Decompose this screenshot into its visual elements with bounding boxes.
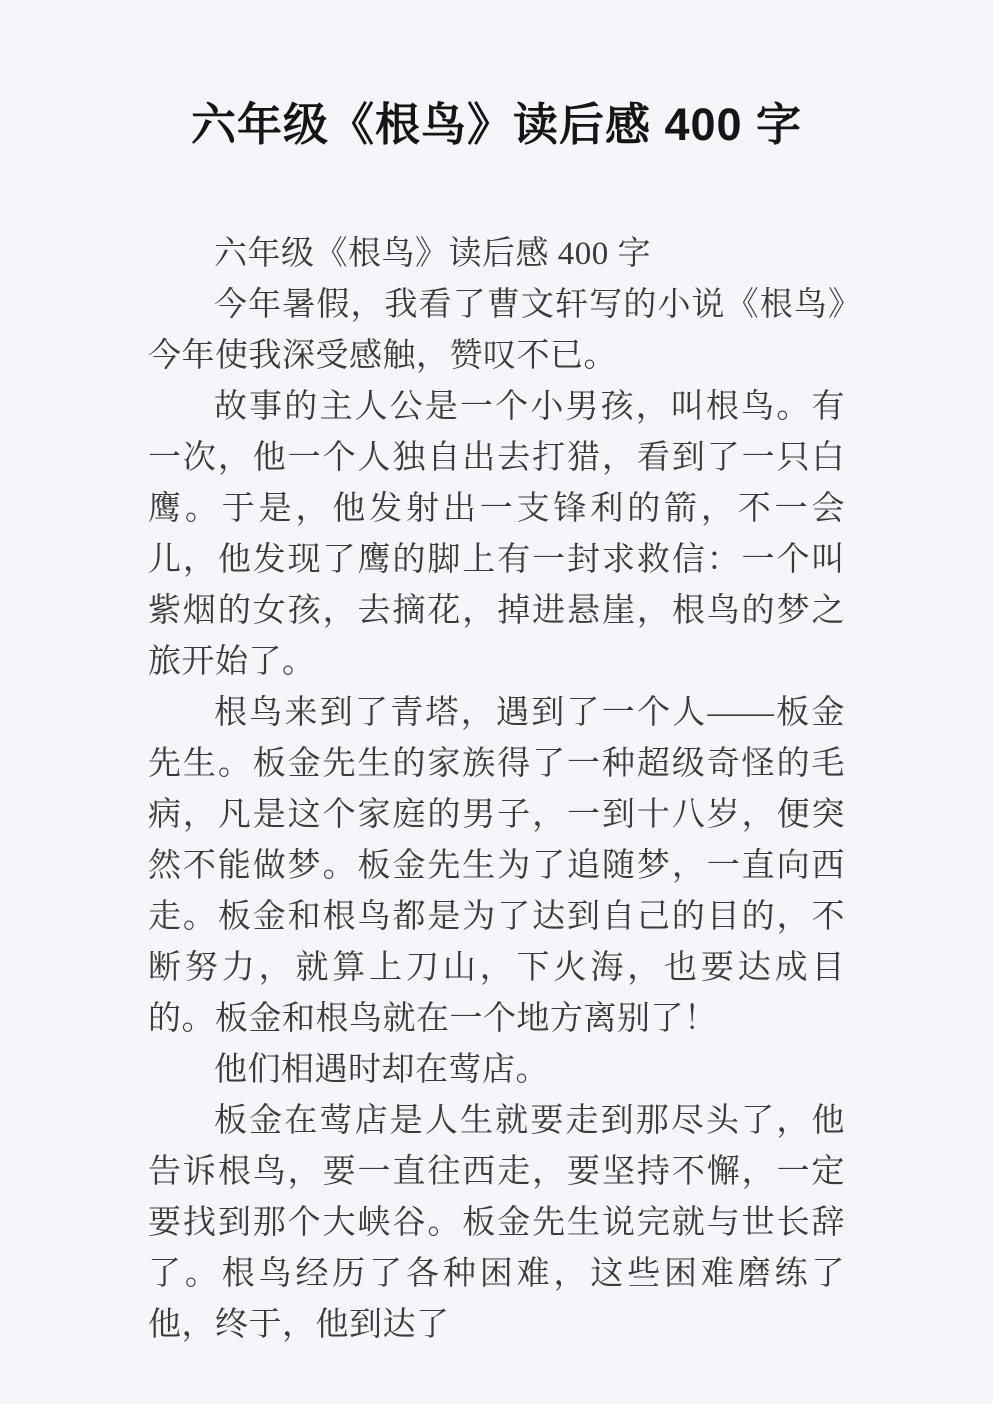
paragraph-yingdian: 他们相遇时却在莺店。 <box>214 1051 549 1088</box>
paragraph-banjin: 根鸟来到了青塔，遇到了一个人——板金先生。板金先生的家族得了一种超级奇怪的毛病，凡是这个家庭的男子，一到十八岁，便突然不能做梦。板金先生为了追随梦，一直向西走。板金和根鸟都是为了达到自己的目的，不断努力，就算上刀山，下火海，也要达成目的。板金和根鸟就在一个地方离别了！ <box>148 694 845 1037</box>
document-body <box>148 229 845 1351</box>
paragraph-heading-line: 六年级《根鸟》读后感 400 字 <box>214 235 651 272</box>
paragraph-ending: 板金在莺店是人生就要走到那尽头了，他告诉根鸟，要一直往西走，要坚持不懈，一定要找到那个大峡谷。板金先生说完就与世长辞了。根鸟经历了各种困难，这些困难磨练了他，终于，他到达了 <box>148 1102 845 1343</box>
page-title: 六年级《根鸟》读后感 400 字 <box>190 99 803 150</box>
paragraph-intro: 今年暑假，我看了曹文轩写的小说《根鸟》今年使我深受感触，赞叹不已。 <box>148 286 845 374</box>
paragraph-story-start: 故事的主人公是一个小男孩，叫根鸟。有一次，他一个人独自出去打猎，看到了一只白鹰。于是，他发射出一支锋利的箭，不一会儿，他发现了鹰的脚上有一封求救信：一个叫紫烟的女孩，去摘花，掉进悬崖，根鸟的梦之旅开始了。 <box>148 388 845 680</box>
